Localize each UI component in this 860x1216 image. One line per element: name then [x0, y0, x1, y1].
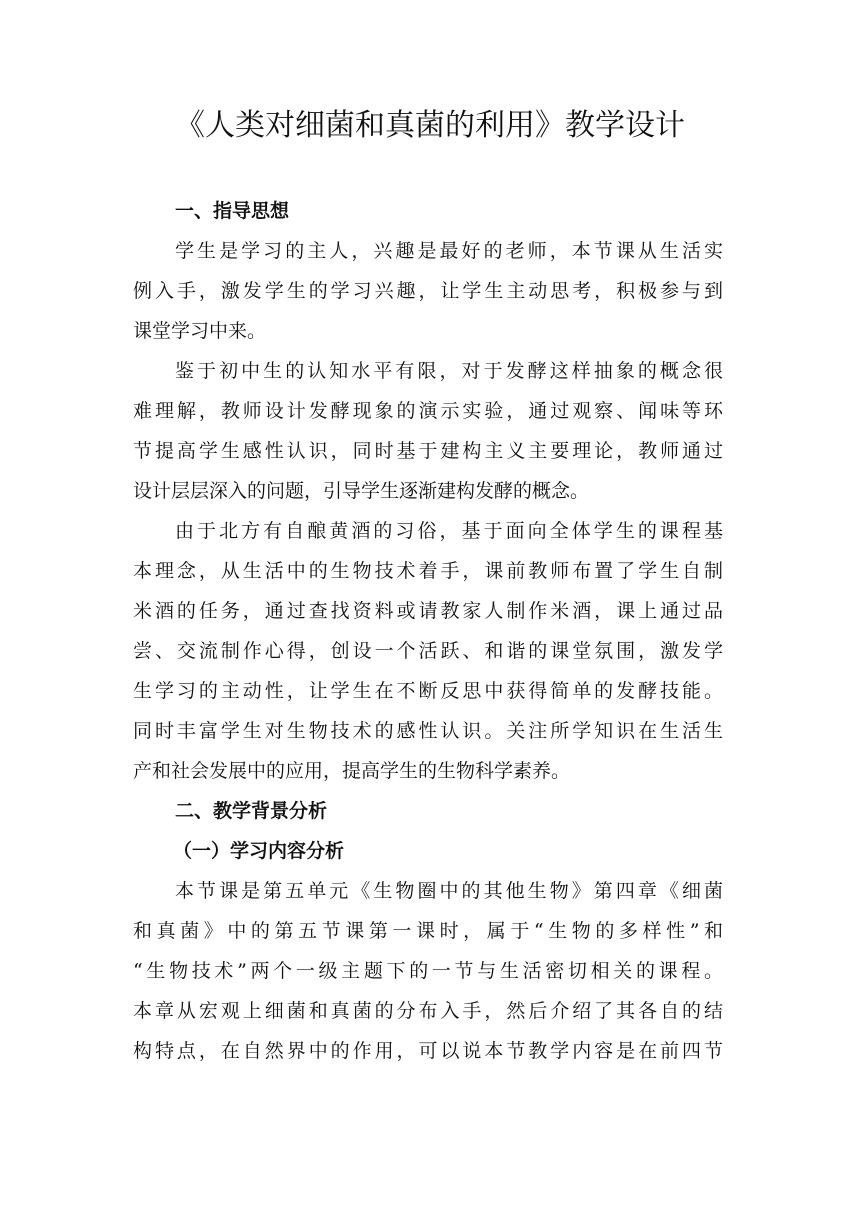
text-line: 米酒的任务，通过查找资料或请教家人制作米酒，课上通过品 — [133, 600, 723, 622]
text-line: 尝、交流制作心得，创设一个活跃、和谐的课堂氛围，激发学 — [133, 640, 723, 662]
text-line: 本理念，从生活中的生物技术着手，课前教师布置了学生自制 — [133, 560, 723, 582]
paragraph — [133, 351, 723, 511]
text-line: 鉴于初中生的认知水平有限，对于发酵这样抽象的概念很 — [175, 360, 723, 382]
paragraph — [133, 871, 723, 1071]
text-line: 生学习的主动性，让学生在不断反思中获得简单的发酵技能。 — [133, 680, 723, 702]
text-line: 学生是学习的主人，兴趣是最好的老师，本节课从生活实 — [175, 240, 723, 262]
paragraph — [133, 231, 723, 351]
text-line: 难理解，教师设计发酵现象的演示实验，通过观察、闻味等环 — [133, 400, 723, 422]
text-line: “生物技术”两个一级主题下的一节与生活密切相关的课程。 — [133, 960, 723, 982]
text-line: 产和社会发展中的应用，提高学生的生物科学素养。 — [133, 760, 571, 782]
paragraph — [133, 511, 723, 791]
text-line: 同时丰富学生对生物技术的感性认识。关注所学知识在生活生 — [133, 720, 723, 742]
text-line: 本节课是第五单元《生物圈中的其他生物》第四章《细菌 — [175, 880, 723, 902]
text-line: 和真菌》中的第五节课第一课时，属于“生物的多样性”和 — [133, 920, 723, 942]
document-title: 《人类对细菌和真菌的利用》教学设计 — [175, 108, 685, 143]
document-body — [133, 191, 723, 1071]
text-line: 课堂学习中来。 — [133, 320, 267, 342]
text-line: 节提高学生感性认识，同时基于建构主义主要理论，教师通过 — [133, 440, 723, 462]
text-line: 例入手，激发学生的学习兴趣，让学生主动思考，积极参与到 — [133, 280, 723, 302]
text-line: 构特点，在自然界中的作用，可以说本节教学内容是在前四节 — [133, 1040, 723, 1062]
text-line: 设计层层深入的问题，引导学生逐渐建构发酵的概念。 — [133, 480, 590, 502]
text-line: 本章从宏观上细菌和真菌的分布入手，然后介绍了其各自的结 — [133, 1000, 723, 1022]
section-heading-guiding-ideology: 一、指导思想 — [175, 200, 290, 222]
subsection-heading-content-analysis: （一）学习内容分析 — [173, 840, 345, 862]
section-heading-background-analysis: 二、教学背景分析 — [175, 800, 328, 822]
text-line: 由于北方有自酿黄酒的习俗，基于面向全体学生的课程基 — [175, 520, 723, 542]
